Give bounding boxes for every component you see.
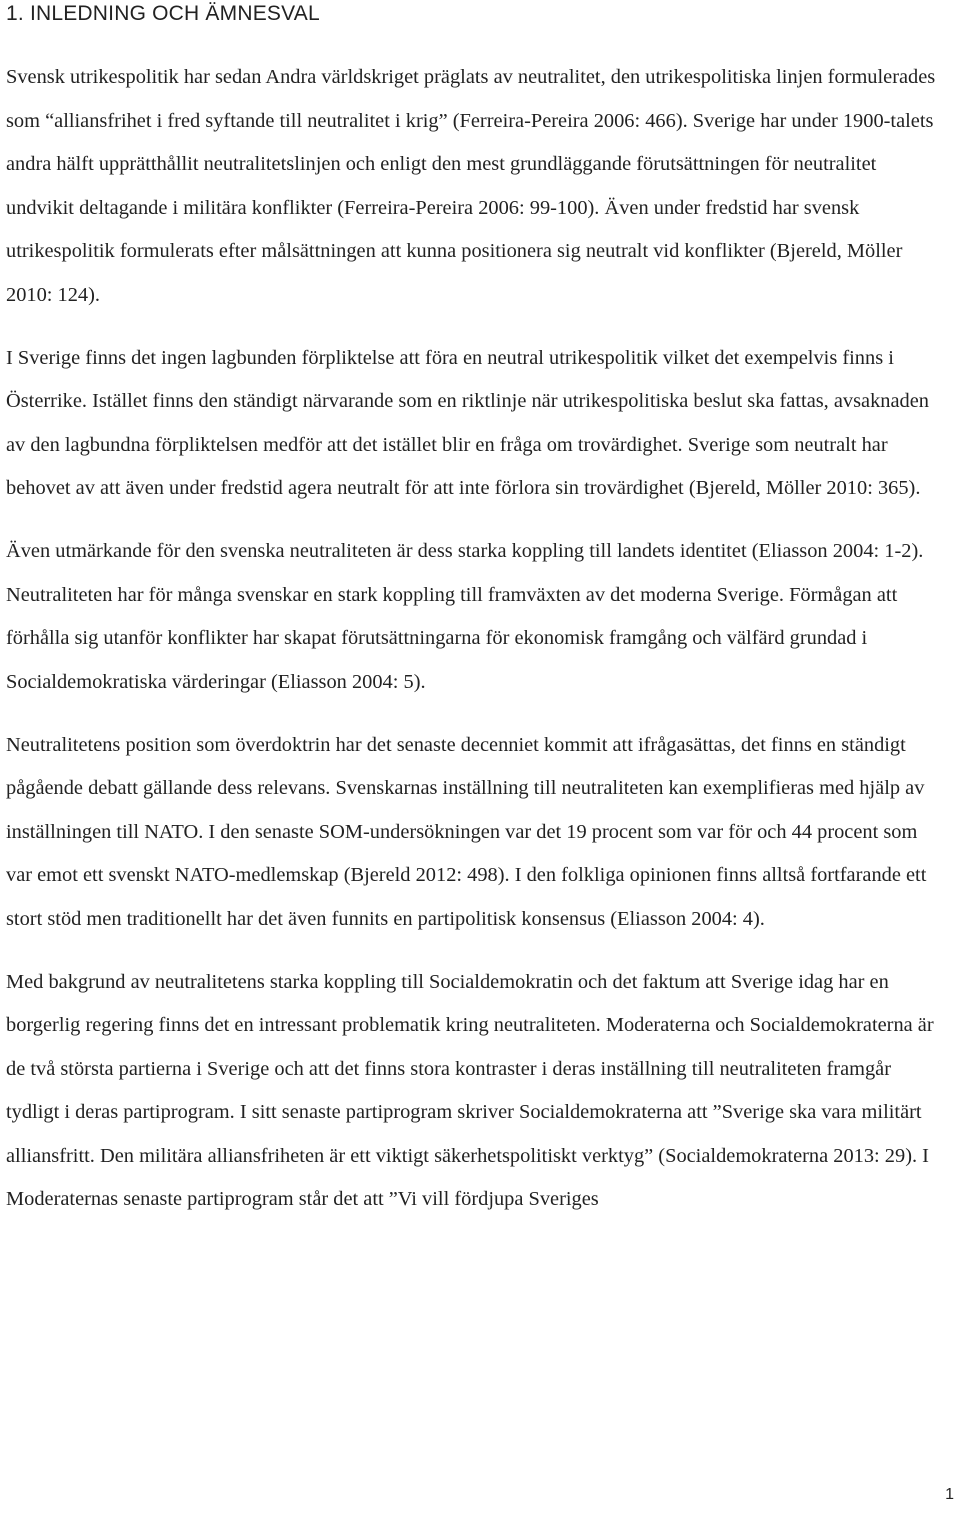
page-number: 1 bbox=[945, 1486, 954, 1503]
body-text bbox=[6, 56, 946, 1241]
paragraph-3: Även utmärkande för den svenska neutraliteten är dess starka koppling till landets identitet (Eliasson 2004: 1-2). Neutraliteten har för många svenskar en stark koppling till framväxten av det moderna Sverige. Förmågan att förhålla sig utanför konflikter har skapat förutsättningarna för ekonomisk framgång och välfärd grundad i Socialdemokratiska värderingar (Eliasson 2004: 5). bbox=[6, 540, 924, 693]
paragraph-5: Med bakgrund av neutralitetens starka koppling till Socialdemokratin och det faktum att Sverige idag har en borgerlig regering finns det en intressant problematik kring neutraliteten. Moderaterna och Socialdemokraterna är de två största partierna i Sverige och att det finns stora kontraster i deras inställning till neutraliteten framgår tydligt i deras partiprogram. I sitt senaste partiprogram skriver Socialdemokraterna att ”Sverige ska vara militärt alliansfritt. Den militära alliansfriheten är ett viktigt säkerhetspolitiskt verktyg” (Socialdemokraterna 2013: 29). I Moderaternas senaste partiprogram står det att ”Vi vill fördjupa Sveriges bbox=[6, 970, 934, 1210]
paragraph-2: I Sverige finns det ingen lagbunden förpliktelse att föra en neutral utrikespolitik vilket det exempelvis finns i Österrike. Istället finns den ständigt närvarande som en riktlinje när utrikespolitiska beslut ska fattas, avsaknaden av den lagbundna förpliktelsen medför att det istället blir en fråga om trovärdighet. Sverige som neutralt har behovet av att även under fredstid agera neutralt för att inte förlora sin trovärdighet (Bjereld, Möller 2010: 365). bbox=[6, 346, 929, 499]
paragraph-1: Svensk utrikespolitik har sedan Andra världskriget präglats av neutralitet, den utrikespolitiska linjen formulerades som “alliansfrihet i fred syftande till neutralitet i krig” (Ferreira-Pereira 2006: 466). Sverige har under 1900-talets andra hälft upprätthållit neutralitetslinjen och enligt den mest grundläggande förutsättningen för neutralitet undvikit deltagande i militära konflikter (Ferreira-Pereira 2006: 99-100). Även under fredstid har svensk utrikespolitik formulerats efter målsättningen att kunna positionera sig neutralt vid konflikter (Bjereld, Möller 2010: 124). bbox=[6, 66, 936, 306]
section-heading: 1. INLEDNING OCH ÄMNESVAL bbox=[6, 2, 320, 25]
paragraph-4: Neutralitetens position som överdoktrin har det senaste decenniet kommit att ifrågasättas, det finns en ständigt pågående debatt gällande dess relevans. Svenskarnas inställning till neutraliteten kan exemplifieras med hjälp av inställningen till NATO. I den senaste SOM-undersökningen var det 19 procent som var för och 44 procent som var emot ett svenskt NATO-medlemskap (Bjereld 2012: 498). I den folkliga opinionen finns alltså fortfarande ett stort stöd men traditionellt har det även funnits en partipolitisk konsensus (Eliasson 2004: 4). bbox=[6, 733, 927, 930]
